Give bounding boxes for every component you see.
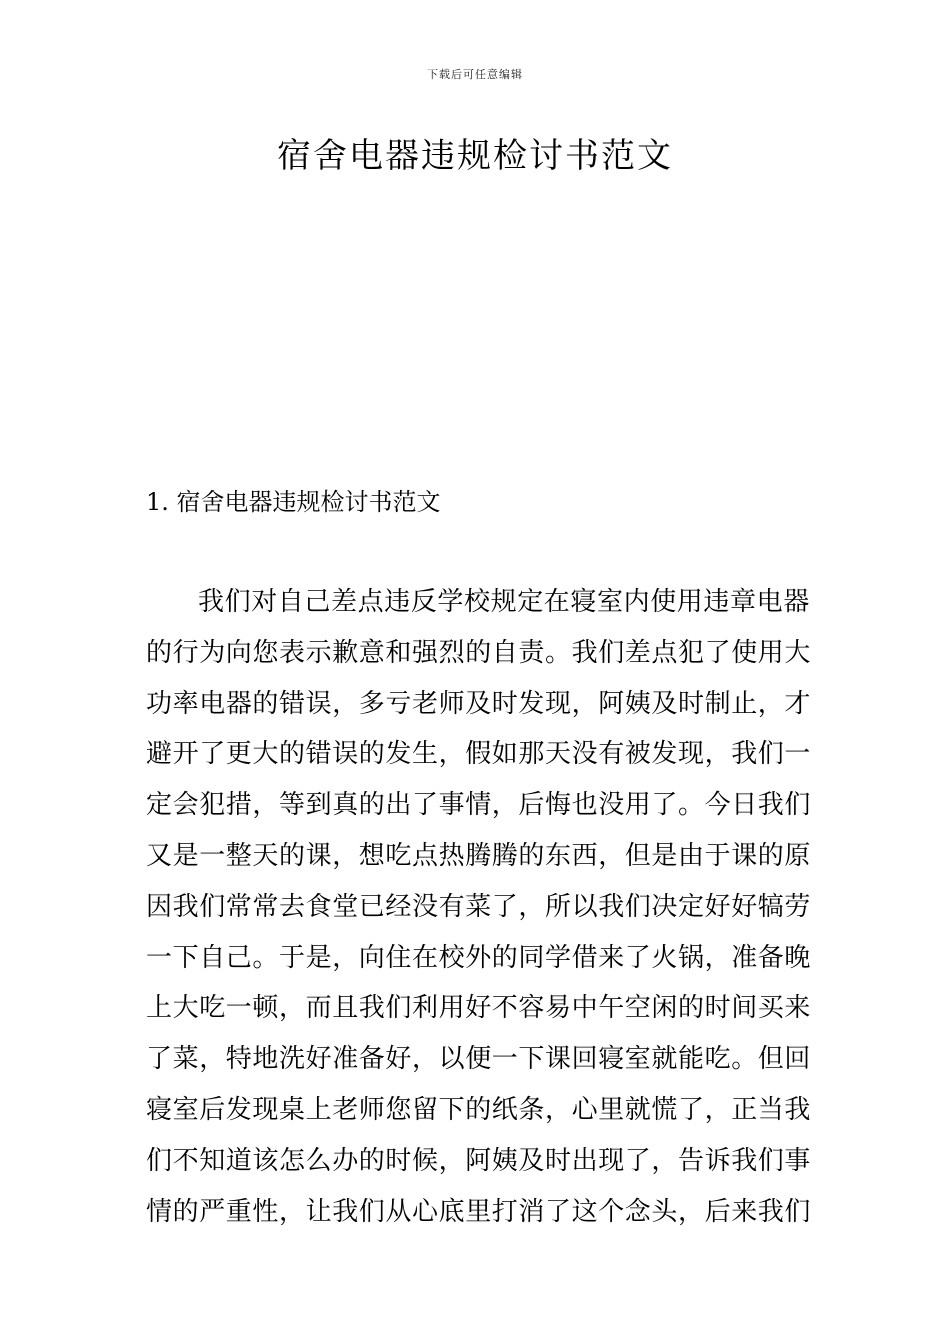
- paragraph-line: 情的严重性，让我们从心底里打消了这个念头，后来我们: [146, 1196, 812, 1227]
- paragraph-line: 上大吃一顿，而且我们利用好不容易中午空闲的时间买来: [146, 993, 812, 1024]
- paragraph-line: 避开了更大的错误的发生，假如那天没有被发现，我们一: [146, 739, 812, 770]
- paragraph-line: 了菜，特地洗好准备好，以便一下课回寝室就能吃。但回: [146, 1044, 812, 1075]
- paragraph-line: 们不知道该怎么办的时候，阿姨及时出现了，告诉我们事: [146, 1145, 812, 1176]
- paragraph-line: 寝室后发现桌上老师您留下的纸条，心里就慌了，正当我: [146, 1094, 812, 1125]
- paragraph-line: 一下自己。于是，向住在校外的同学借来了火锅，准备晚: [146, 942, 812, 973]
- paragraph-line: 因我们常常去食堂已经没有菜了，所以我们决定好好犒劳: [146, 891, 812, 922]
- paragraph-line: 定会犯措，等到真的出了事情，后悔也没用了。今日我们: [146, 790, 812, 821]
- paragraph-line: 又是一整天的课，想吃点热腾腾的东西，但是由于课的原: [146, 840, 812, 871]
- document-title: 宿舍电器违规检讨书范文: [277, 136, 673, 176]
- paragraph-line: 功率电器的错误，多亏老师及时发现，阿姨及时制止，才: [146, 688, 812, 719]
- header-note: 下载后可任意编辑: [427, 68, 523, 81]
- body-paragraph: [146, 577, 812, 1237]
- paragraph-line: 我们对自己差点违反学校规定在寝室内使用违章电器: [198, 587, 810, 617]
- paragraph-line: 的行为向您表示歉意和强烈的自责。我们差点犯了使用大: [146, 637, 812, 668]
- section-heading: 1. 宿舍电器违规检讨书范文: [146, 488, 441, 516]
